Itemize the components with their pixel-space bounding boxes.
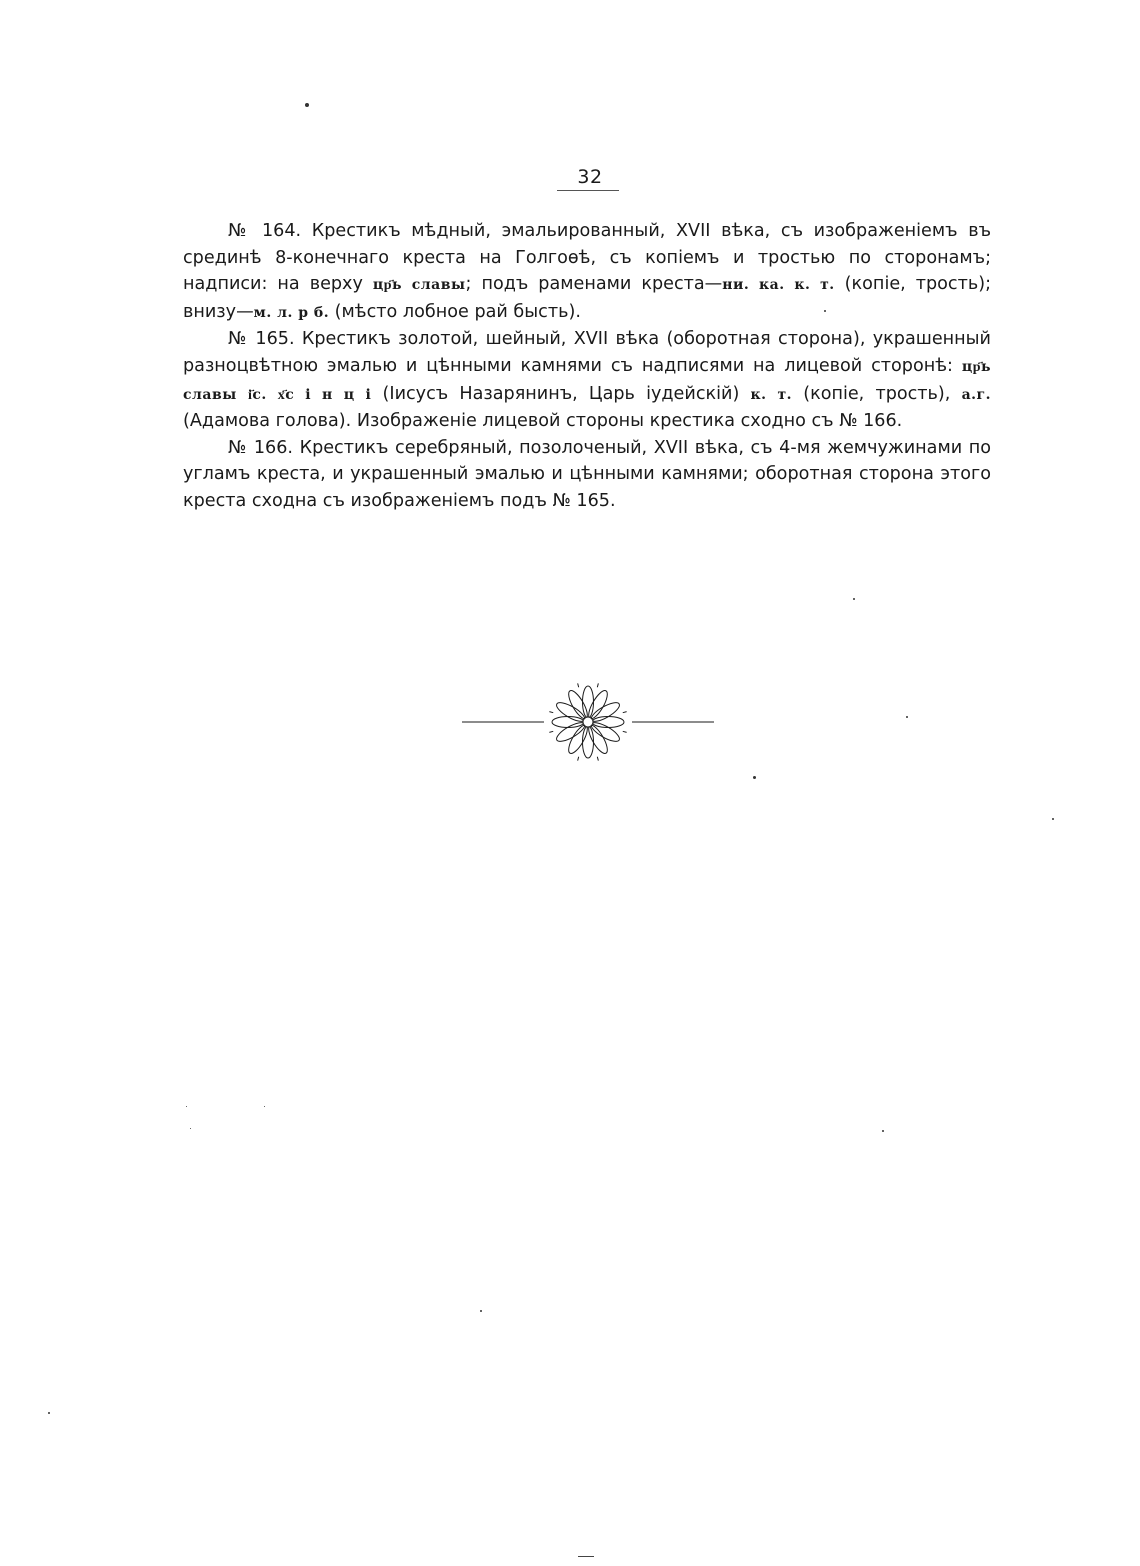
inscription-bottom: м. л. р б. xyxy=(253,304,330,321)
scan-speck xyxy=(1052,818,1054,820)
inscription-ihs: і҃с. х҃с і н ц і xyxy=(247,386,372,403)
entry-164-text: № 164. Крестикъ мѣдный, эмальированный, XVII вѣка, съ изображенiемъ въ срединѣ 8-конечнаго креста на Голгоѳѣ, съ копiемъ и тростью по сторонамъ; надписи: на верху xyxy=(183,221,991,295)
page-number: 32 xyxy=(577,166,603,188)
entry-165-text: (Адамова голова). Изображенiе лицевой стороны крестика сходно съ № 166. xyxy=(183,411,903,432)
scan-speck xyxy=(305,103,309,107)
inscription-arms: ни. ка. к. т. xyxy=(722,277,835,294)
inscription-ag: а.г. xyxy=(961,386,991,403)
scan-speck xyxy=(906,716,908,718)
scan-speck xyxy=(480,1310,482,1312)
entry-165-text: (копiе, трость), xyxy=(792,383,962,404)
entry-164 xyxy=(183,218,991,326)
entry-164-text: (копiе, трость); внизу— xyxy=(183,274,992,322)
entry-165-text: (Iисусъ Назарянинъ, Царь iудейскiй) xyxy=(371,383,751,404)
scan-speck xyxy=(264,1106,265,1107)
entry-165-space xyxy=(237,384,248,404)
text-block xyxy=(183,218,991,515)
entry-166 xyxy=(183,435,991,515)
entry-164-text: (мѣсто лобное рай бысть). xyxy=(329,301,581,322)
scan-speck xyxy=(48,1412,50,1414)
scan-speck xyxy=(824,310,826,312)
entry-165 xyxy=(183,326,991,434)
entry-165-text: № 165. Крестикъ золотой, шейный, XVII вѣка (оборотная сторона), украшенный разноцвѣтною эмалью и цѣнными камнями съ надписями на лицевой сторонѣ: xyxy=(183,329,991,376)
scan-speck xyxy=(190,1128,191,1129)
inscription-king: цр҃ь славы xyxy=(183,358,991,403)
inscription-top: цр҃ь славы xyxy=(372,277,466,294)
scan-speck xyxy=(186,1106,187,1107)
scan-speck xyxy=(853,598,855,600)
scan-speck xyxy=(753,776,756,779)
bottom-mark xyxy=(578,1556,594,1557)
flower-ornament-icon xyxy=(458,682,718,766)
inscription-kt: к. т. xyxy=(750,386,793,403)
scan-speck xyxy=(882,1130,884,1132)
entry-164-text: ; подъ раменами креста— xyxy=(465,274,723,295)
entry-166-text: № 166. Крестикъ серебряный, позолоченый, XVII вѣка, съ 4-мя жемчужинами по угламъ креста, и украшенный эмалью и цѣнными камнями; оборотная сторона этого креста сходна съ изображенiемъ подъ № 165. xyxy=(183,437,991,511)
page-number-rule xyxy=(557,190,619,191)
